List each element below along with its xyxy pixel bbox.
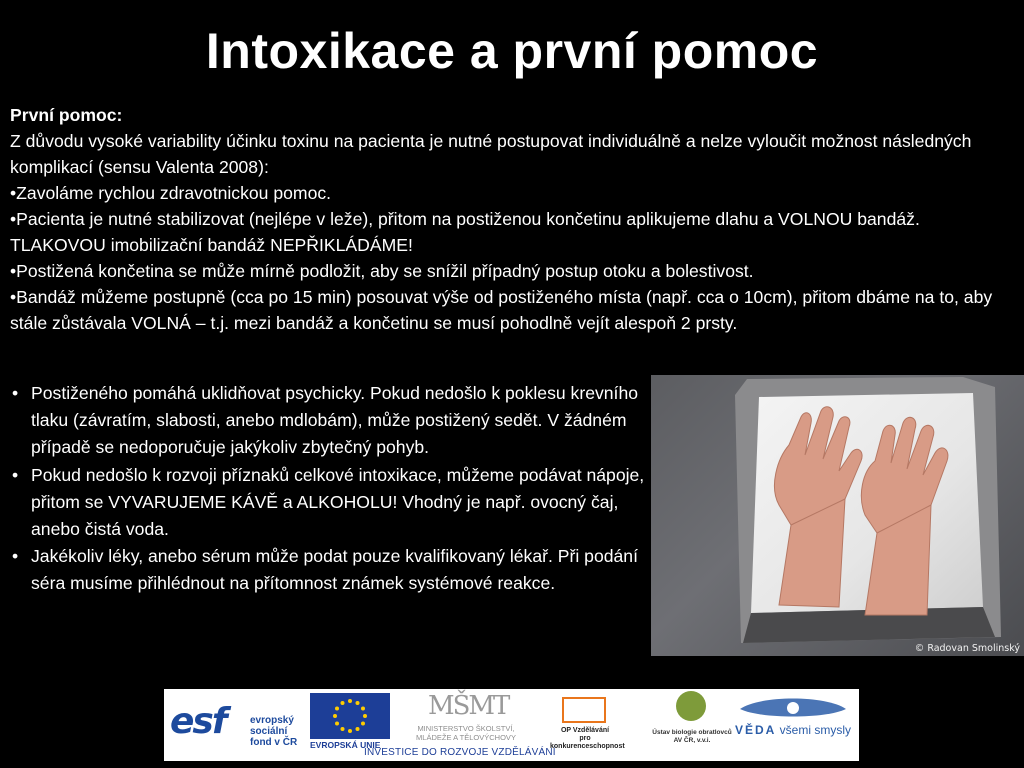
esf-mark: esf: [170, 701, 226, 742]
esf-caption: [250, 715, 297, 748]
eu-star-icon: [348, 729, 352, 733]
msmt-logo: [396, 691, 536, 745]
op-caption-line: pro konkurenceschopnost: [550, 735, 625, 750]
institute-caption: [650, 729, 734, 745]
list-item-text: Pokud nedošlo k rozvoji příznaků celkové intoxikace, můžeme podávat nápoje, přitom se VYVARUJEME KÁVĚ a ALKOHOLU! Vhodný je např. ovocný čaj, anebo čistá voda.: [31, 464, 645, 540]
op-arrow-icon: [562, 697, 606, 723]
bullet-marker: •: [12, 464, 19, 485]
list-item: [10, 380, 646, 462]
op-caption-line: OP Vzdělávání: [560, 727, 610, 734]
op-caption: [550, 727, 625, 751]
institute-caption-line: Ústav biologie obratlovců: [652, 729, 732, 736]
veda-word: VĚDA: [734, 723, 777, 737]
msmt-mark: MŠMT: [428, 691, 509, 721]
eu-star-icon: [335, 722, 339, 726]
eu-star-icon: [361, 722, 365, 726]
op-vk-logo: [550, 693, 625, 751]
msmt-caption-line: MLÁDEŽE A TĚLOVÝCHOVY: [416, 733, 516, 742]
intro-bullet-call-ambulance: •Zavoláme rychlou zdravotnickou pomoc.: [10, 183, 332, 203]
hands-on-lightbox-illustration: [651, 375, 1024, 656]
eu-star-icon: [341, 701, 345, 705]
veda-tagline: všemi smysly: [776, 723, 851, 737]
section-heading: První pomoc:: [10, 105, 123, 125]
leaf-icon: [676, 691, 706, 721]
intro-bullet-stabilize: •Pacienta je nutné stabilizovat (nejlépe v leže), přitom na postiženou končetinu aplikujeme dlahu a VOLNOU bandáž. TLAKOVOU imobilizační bandáž NEPŘIKLÁDÁME!: [10, 209, 920, 255]
photo-credit: © Radovan Smolinský: [914, 643, 1020, 654]
list-item: [10, 543, 646, 597]
esf-logo: [170, 695, 300, 755]
swollen-hand-photo: [651, 375, 1024, 656]
eu-stars-icon: [310, 693, 390, 739]
msmt-caption-line: MINISTERSTVO ŠKOLSTVÍ,: [417, 724, 515, 733]
funding-logo-bar: [164, 689, 859, 761]
investment-slogan: INVESTICE DO ROZVOJE VZDĚLÁVÁNÍ: [364, 747, 556, 758]
intro-bullet-move-bandage: •Bandáž můžeme postupně (cca po 15 min) posouvat výše od postiženého místa (např. cca o 10cm), přitom dbáme na to, aby stále zůstávala VOLNÁ – t.j. mezi bandáž a končetinu se musí pohodlně vejít alespoň 2 prsty.: [10, 287, 993, 333]
eu-flag-logo: [308, 693, 392, 750]
eu-star-icon: [361, 707, 365, 711]
msmt-caption: [396, 724, 536, 742]
eu-caption: EVROPSKÁ UNIE: [310, 740, 381, 750]
eu-star-icon: [348, 699, 352, 703]
bullet-marker: •: [12, 383, 19, 403]
veda-vsemi-smysly-logo: [730, 695, 856, 753]
eu-star-icon: [356, 701, 360, 705]
esf-caption-line: evropský: [250, 715, 294, 726]
list-item-text: Postiženého pomáhá uklidňovat psychicky. Pokud nedošlo k poklesu krevního tlaku (závratím, slabosti, anebo mdlobám), může postižený sedět. V žádném případě se nedoporučuje jakýkoliv zbytečný pohyb.: [31, 383, 639, 458]
esf-caption-line: fond v ČR: [250, 737, 298, 748]
eu-star-icon: [363, 714, 367, 718]
bullet-marker: •: [12, 546, 19, 567]
eu-star-icon: [356, 727, 360, 731]
eu-star-icon: [341, 727, 345, 731]
list-item: [10, 462, 646, 544]
advice-bullet-list: [10, 380, 646, 598]
eye-icon: [730, 695, 856, 721]
esf-caption-line: sociální: [250, 726, 288, 737]
institute-caption-line: AV ČR, v.v.i.: [673, 737, 711, 744]
eu-star-icon: [333, 714, 337, 718]
eu-flag-icon: [310, 693, 390, 739]
intro-paragraph: Z důvodu vysoké variability účinku toxinu na pacienta je nutné postupovat individuálně a nelze vyloučit možnost následných komplikací (sensu Valenta 2008):: [10, 131, 972, 177]
institute-vertebrate-biology-logo: [650, 691, 734, 755]
slide-title: Intoxikace a první pomoc: [205, 23, 819, 79]
veda-caption: [730, 723, 856, 737]
intro-bullet-elevate-limb: •Postižená končetina se může mírně podložit, aby se snížil případný postup otoku a bolestivost.: [10, 261, 754, 281]
first-aid-intro: [10, 102, 1014, 336]
eu-star-icon: [335, 707, 339, 711]
list-item-text: Jakékoliv léky, anebo sérum může podat pouze kvalifikovaný lékař. Při podání séra musíme přihlédnout na přítomnost známek systémové reakce.: [31, 546, 638, 594]
